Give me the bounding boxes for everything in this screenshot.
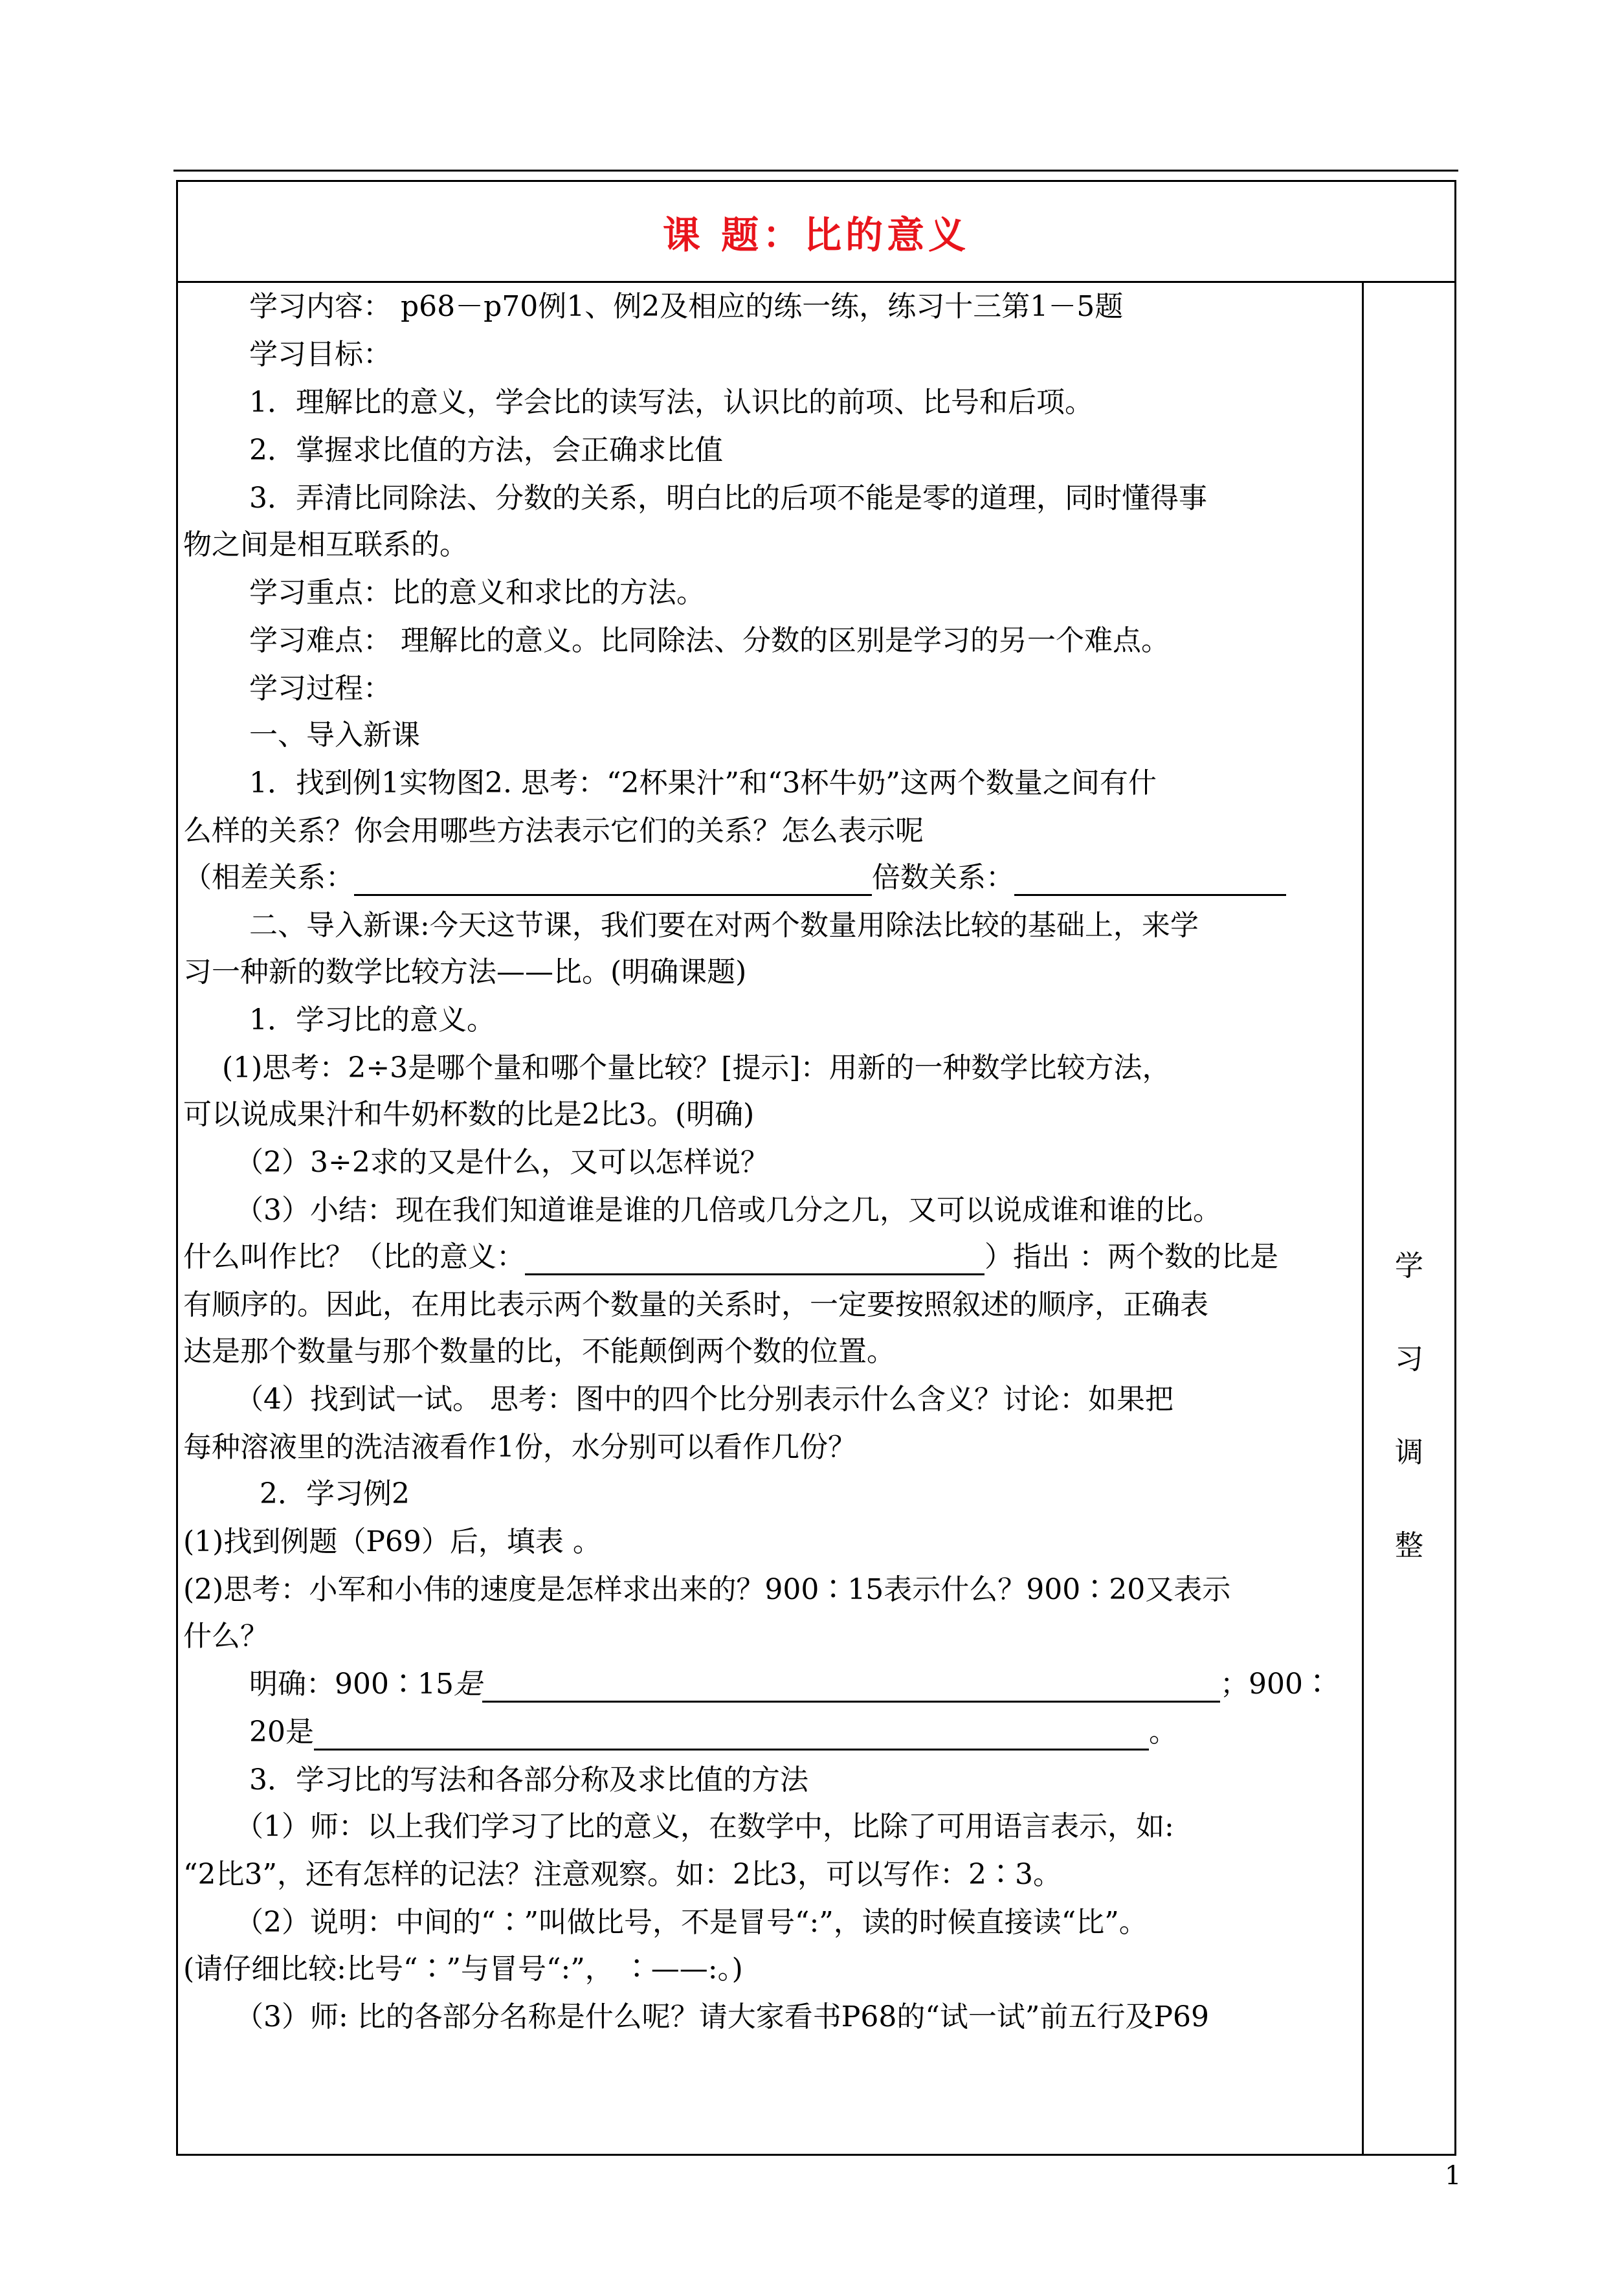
text-line: 一、导入新课 <box>249 719 420 752</box>
clarify-blank-2[interactable] <box>314 1720 1149 1751</box>
difference-blank[interactable] <box>354 866 872 896</box>
text-line: 1．理解比的意义，学会比的读写法，认识比的前项、比号和后项。 <box>249 386 1093 419</box>
side-char: 习 <box>1395 1343 1423 1376</box>
text-line: （3）师: 比的各部分名称是什么呢？请大家看书P68的“试一试”前五行及P69 <box>235 2000 1209 2033</box>
text-line: 习一种新的数学比较方法——比。(明确课题) <box>183 956 747 989</box>
text-line <box>183 1714 1364 1751</box>
text-line: （4）找到试一试。 思考：图中的四个比分别表示什么含义？讨论：如果把 <box>235 1383 1174 1416</box>
relation-label-ratio: 倍数关系： <box>872 861 1014 894</box>
meaning-tail: ）指出 ：两个数的比是 <box>984 1240 1278 1273</box>
clarify-is: 是 <box>453 1668 482 1701</box>
clarify-end: 。 <box>1149 1716 1177 1749</box>
text-line: 物之间是相互联系的。 <box>183 528 468 561</box>
text-line <box>183 1239 1364 1275</box>
text-line: 学习目标： <box>249 338 392 371</box>
text-line: (1)思考：2÷3是哪个量和哪个量比较？[提示]：用新的一种数学比较方法， <box>222 1051 1171 1084</box>
text-line: 什么？ <box>183 1620 269 1653</box>
content-cell <box>178 281 1364 2154</box>
text-line: （2）3÷2求的又是什么，又可以怎样说？ <box>235 1146 769 1179</box>
text-line: 3．学习比的写法和各部分称及求比值的方法 <box>249 1763 808 1796</box>
text-line: （1）师：以上我们学习了比的意义，在数学中，比除了可用语言表示，如: <box>235 1810 1174 1843</box>
text-line: 学习内容： p68－p70例1、例2及相应的练一练，练习十三第1－5题 <box>249 290 1124 323</box>
page-title: 课 题：比的意义 <box>662 212 970 257</box>
side-char: 调 <box>1395 1436 1423 1469</box>
text-line: 学习难点： 理解比的意义。比同除法、分数的区别是学习的另一个难点。 <box>249 624 1170 657</box>
text-line: 3．弄清比同除法、分数的关系，明白比的后项不能是零的道理，同时懂得事 <box>249 482 1207 515</box>
text-line: 2．学习例2 <box>260 1477 410 1510</box>
text-line: 二、导入新课:今天这节课，我们要在对两个数量用除法比较的基础上，来学 <box>249 909 1199 942</box>
text-line: 么样的关系？你会用哪些方法表示它们的关系？怎么表示呢 <box>183 814 924 847</box>
text-line: 有顺序的。因此，在用比表示两个数量的关系时，一定要按照叙述的顺序，正确表 <box>183 1288 1208 1321</box>
meaning-label: 什么叫作比？（比的意义： <box>183 1240 525 1273</box>
clarify-label-2: 20是 <box>249 1716 314 1749</box>
clarify-next: ；900∶ <box>1219 1668 1331 1701</box>
side-char: 整 <box>1395 1529 1423 1562</box>
text-line <box>183 1666 1364 1703</box>
lesson-table <box>176 180 1456 2156</box>
text-line: （2）说明：中间的“∶”叫做比号，不是冒号“:”，读的时候直接读“比”。 <box>235 1906 1148 1939</box>
text-line: 1．学习比的意义。 <box>249 1003 495 1036</box>
multiple-blank[interactable] <box>1014 866 1286 896</box>
title-row <box>178 182 1454 283</box>
text-line: 2．掌握求比值的方法，会正确求比值 <box>249 434 723 467</box>
clarify-label: 明确：900∶15 <box>249 1668 454 1701</box>
text-line: （3）小结：现在我们知道谁是谁的几倍或几分之几，又可以说成谁和谁的比。 <box>235 1194 1221 1227</box>
page-number: 1 <box>1445 2161 1462 2191</box>
text-line: (1)找到例题（P69）后，填表 。 <box>183 1525 601 1558</box>
text-line <box>183 860 1364 896</box>
clarify-blank-1[interactable] <box>482 1672 1220 1703</box>
adjustment-label <box>1364 1220 1454 1593</box>
text-line: (请仔细比较:比号“∶”与冒号“:”， ∶——:。) <box>183 1952 743 1985</box>
text-line: 学习重点：比的意义和求比的方法。 <box>249 576 705 609</box>
adjustment-column <box>1362 281 1454 2154</box>
text-line: 每种溶液里的洗洁液看作1份，水分别可以看作几份？ <box>183 1431 856 1464</box>
text-line: (2)思考：小军和小伟的速度是怎样求出来的？900∶15表示什么？900∶20又表示 <box>183 1573 1231 1606</box>
meaning-blank[interactable] <box>525 1245 984 1275</box>
relation-label-diff: （相差关系： <box>183 861 354 894</box>
top-rule <box>173 170 1458 172</box>
text-line: 达是那个数量与那个数量的比，不能颠倒两个数的位置。 <box>183 1335 895 1368</box>
text-line: 1．找到例1实物图2. 思考：“2杯果汁”和“3杯牛奶”这两个数量之间有什 <box>249 766 1157 800</box>
side-char: 学 <box>1395 1249 1423 1282</box>
text-line: 可以说成果汁和牛奶杯数的比是2比3。(明确) <box>183 1098 755 1131</box>
text-line: “2比3”，还有怎样的记法？注意观察。如：2比3，可以写作：2∶3。 <box>183 1858 1062 1891</box>
text-line: 学习过程： <box>249 672 392 705</box>
